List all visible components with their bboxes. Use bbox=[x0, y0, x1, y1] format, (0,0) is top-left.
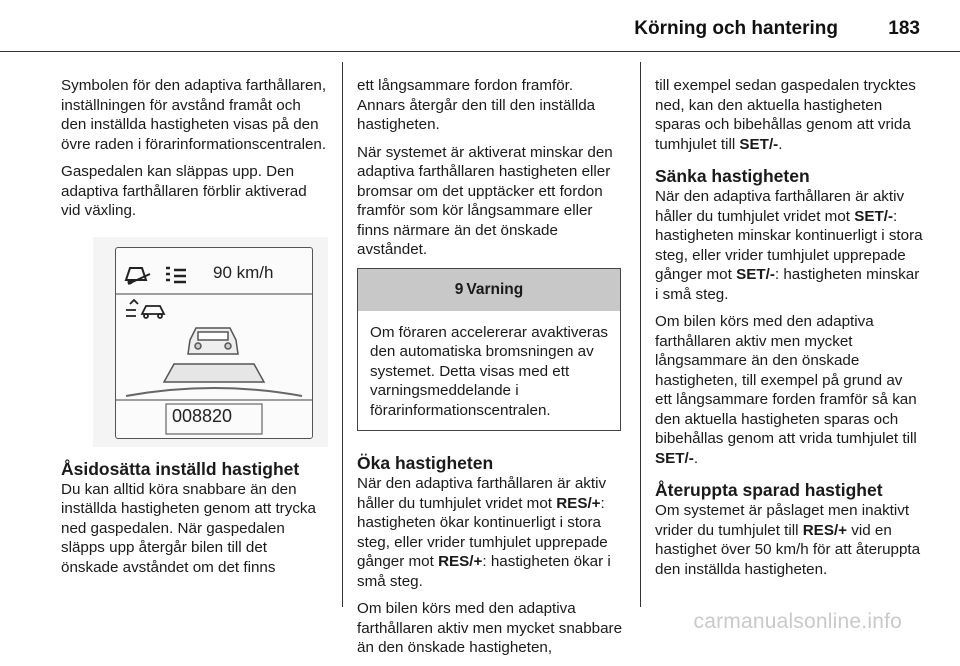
page-header bbox=[0, 0, 960, 50]
warning-box bbox=[357, 268, 621, 432]
info-display-screen bbox=[115, 247, 313, 439]
warning-header bbox=[358, 269, 620, 311]
page-number: 183 bbox=[888, 18, 920, 39]
column-2 bbox=[357, 76, 624, 666]
page-title: Körning och hantering bbox=[634, 18, 838, 39]
paragraph: Du kan alltid köra snabbare än den inställda hastigheten genom att trycka ned gaspedalen. När gaspedalen släpps upp återgår bilen till det önskade avståndet om det finns bbox=[61, 480, 316, 576]
paragraph: Gaspedalen kan släppas upp. Den adaptiva farthållaren förblir aktiverad vid växling. bbox=[61, 163, 307, 219]
distance-bars-icon bbox=[166, 268, 186, 282]
paragraph: Symbolen för den adaptiva farthållaren, inställningen för avstånd framåt och den inställda hastigheten visas på den övre raden i förarinformationscentralen. bbox=[61, 77, 327, 153]
watermark: carmanualsonline.info bbox=[693, 610, 902, 633]
section-heading: Sänka hastigheten bbox=[655, 166, 810, 186]
vehicle-ahead-icon bbox=[126, 300, 164, 318]
section-heading: Återuppta sparad hastighet bbox=[655, 480, 883, 500]
column-3 bbox=[655, 76, 923, 587]
paragraph: När den adaptiva farthållaren är aktiv håller du tumhjulet vridet mot SET/-: hastigheten minskar kontinuerligt i stora steg, eller vrider tumhjulet upprepade gånger mot SET/-: hastigheten minskar i små steg. bbox=[655, 188, 923, 303]
driver-display-figure bbox=[93, 237, 328, 447]
cruise-control-icon bbox=[126, 268, 150, 284]
odometer-readout: 008820 bbox=[172, 406, 233, 426]
paragraph: När den adaptiva farthållaren är aktiv håller du tumhjulet vridet mot RES/+: hastigheten ökar kontinuerligt i stora steg, eller vrider tumhjulet upprepade gånger mot RES/+: hastigheten ökar i små steg. bbox=[357, 475, 611, 590]
paragraph: Om systemet är påslaget men inaktivt vrider du tumhjulet till RES/+ vid en hastighet över 50 km/h för att återuppta den inställda hastigheten. bbox=[655, 502, 921, 578]
paragraph: Om bilen körs med den adaptiva farthållaren aktiv men mycket snabbare än den önskade hastigheten, bbox=[357, 600, 623, 656]
car-ahead-icon bbox=[188, 328, 238, 354]
road-zone-icon bbox=[164, 364, 264, 382]
header-divider bbox=[0, 51, 960, 52]
column-divider-1 bbox=[342, 62, 343, 607]
section-heading: Öka hastigheten bbox=[357, 453, 494, 473]
paragraph: När systemet är aktiverat minskar den adaptiva farthållaren hastigheten eller bromsar om det upptäcker ett fordon framför som kör långsammare eller finns närmare än det önskade avståndet. bbox=[357, 143, 613, 258]
paragraph: ett långsammare fordon framför. Annars återgår den till den inställda hastigheten. bbox=[357, 77, 596, 133]
column-divider-2 bbox=[640, 62, 641, 607]
own-car-hood-icon bbox=[126, 388, 302, 396]
warning-title: Varning bbox=[466, 280, 524, 298]
paragraph: till exempel sedan gaspedalen trycktes ned, kan den aktuella hastigheten sparas och bibehållas genom att vrida tumhjulet till SET/-. bbox=[655, 77, 916, 153]
warning-icon: 9 bbox=[454, 280, 464, 298]
section-heading: Åsidosätta inställd hastighet bbox=[61, 458, 300, 479]
paragraph: Om bilen körs med den adaptiva farthållaren aktiv men mycket långsammare än den önskade hastigheten, till exempel på grund av ett långsammare forden framför så kan den aktuella hastigheten sparas och bibehållas genom att vrida tumhjulet till SET/-. bbox=[655, 313, 917, 467]
speed-readout: 90 km/h bbox=[213, 263, 274, 282]
warning-body: Om föraren accelererar avaktiveras den automatiska bromsningen av systemet. Detta visas med ett varningsmeddelande i förarinformationscentralen. bbox=[370, 323, 609, 419]
